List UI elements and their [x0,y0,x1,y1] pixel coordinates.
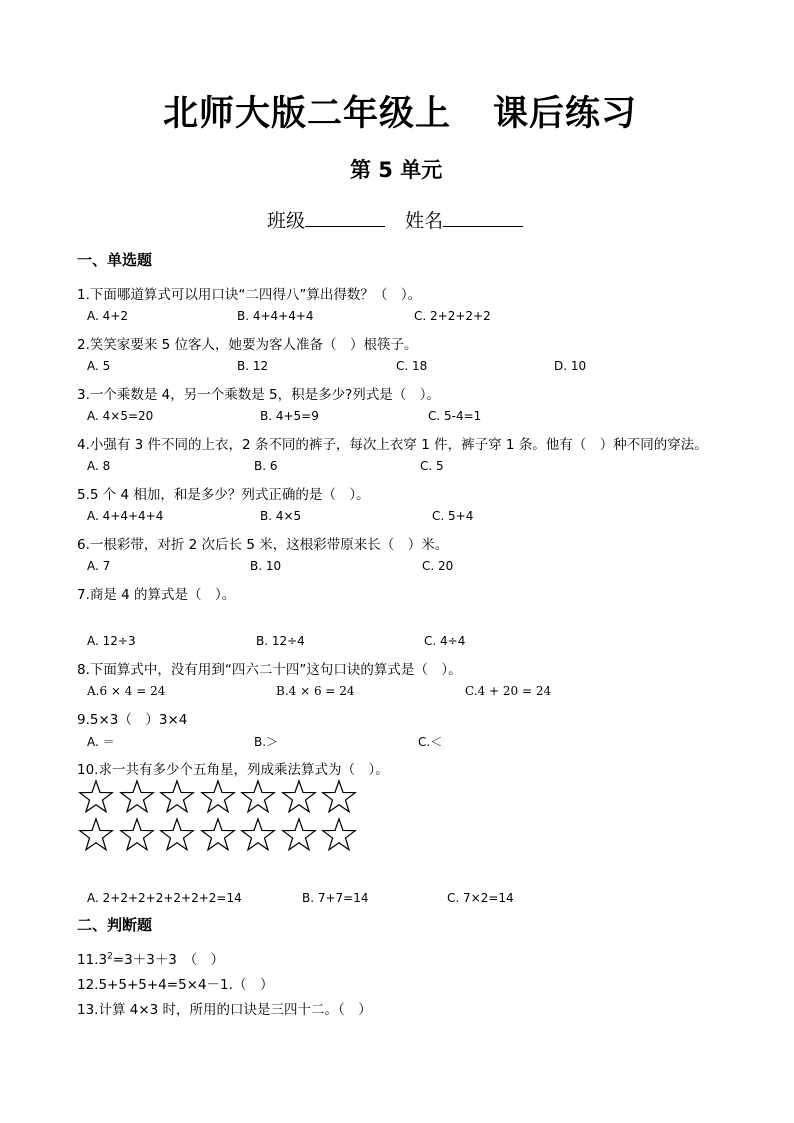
star-icon [78,779,114,815]
star-icon [78,817,114,853]
q7-option-c[interactable]: C. 4÷4 [424,634,466,648]
q10-option-b[interactable]: B. 7+7=14 [302,891,369,905]
q11-superscript: 2 [107,951,113,962]
q10-option-c[interactable]: C. 7×2=14 [447,891,514,905]
q10-option-a[interactable]: A. 2+2+2+2+2+2+2=14 [87,891,242,905]
question-8: 8.下面算式中，没有用到“四六二十四”这句口诀的算式是（ ）。 [77,662,462,678]
q4-option-b[interactable]: B. 6 [254,459,278,473]
question-9: 9.5×3（ ）3×4 [77,712,188,728]
q8-option-b[interactable]: B.4 × 6 = 24 [276,684,355,698]
q6-option-b[interactable]: B. 10 [250,559,282,573]
q4-option-c[interactable]: C. 5 [420,459,444,473]
star-icon [159,817,195,853]
q2-option-c[interactable]: C. 18 [396,359,428,373]
section1-heading: 一、单选题 [77,251,153,269]
question-7: 7.商是 4 的算式是（ ）。 [77,587,236,603]
question-12: 12.5+5+5+4=5×4－1.（ ） [77,977,274,993]
star-icon [281,817,317,853]
title-left: 北师大版二年级上 [163,94,452,134]
q1-option-a[interactable]: A. 4+2 [87,309,128,323]
class-blank[interactable] [305,208,385,227]
q5-option-c[interactable]: C. 5+4 [432,509,474,523]
q3-option-c[interactable]: C. 5-4=1 [428,409,482,423]
star-icon [200,779,236,815]
question-10: 10.求一共有多少个五角星，列成乘法算式为（ ）。 [77,762,389,778]
q6-option-a[interactable]: A. 7 [87,559,111,573]
question-13: 13.计算 4×3 时，所用的口诀是三四十二。（ ） [77,1002,372,1018]
unit-title: 第 5 单元 [350,158,443,182]
star-icon [281,779,317,815]
class-label: 班级 [267,210,306,232]
star-icon [200,817,236,853]
title-right: 课后练习 [493,94,638,134]
q9-option-c[interactable]: C.＜ [418,735,443,749]
q8-option-a[interactable]: A.6 × 4 = 24 [87,684,166,698]
q4-option-a[interactable]: A. 8 [87,459,111,473]
q9-option-b[interactable]: B.＞ [254,735,279,749]
star-icon [321,779,357,815]
q5-option-a[interactable]: A. 4+4+4+4 [87,509,164,523]
star-icon [159,779,195,815]
question-2: 2.笑笑家要来 5 位客人，她要为客人准备（ ）根筷子。 [77,337,418,353]
q11-pre: 11.3 [77,952,108,968]
question-5: 5.5 个 4 相加，和是多少？列式正确的是（ ）。 [77,487,370,503]
question-3: 3.一个乘数是 4，另一个乘数是 5，积是多少?列式是（ ）。 [77,387,441,403]
question-4: 4.小强有 3 件不同的上衣，2 条不同的裤子，每次上衣穿 1 件，裤子穿 1 条。他有（ ）种不同的穿法。 [77,437,708,453]
star-icon [119,817,155,853]
class-name-fields [267,206,537,233]
q7-option-a[interactable]: A. 12÷3 [87,634,136,648]
q2-option-d[interactable]: D. 10 [554,359,587,373]
name-blank[interactable] [443,208,523,227]
q9-option-a[interactable]: A. ＝ [87,735,115,749]
q3-option-a[interactable]: A. 4×5=20 [87,409,154,423]
question-6: 6.一根彩带，对折 2 次后长 5 米，这根彩带原来长（ ）米。 [77,537,449,553]
q3-option-b[interactable]: B. 4+5=9 [260,409,319,423]
q1-option-c[interactable]: C. 2+2+2+2 [414,309,491,323]
star-icon [119,779,155,815]
q1-option-b[interactable]: B. 4+4+4+4 [237,309,314,323]
star-icon [240,817,276,853]
q8-option-c[interactable]: C.4 + 20 = 24 [465,684,552,698]
section2-heading: 二、判断题 [77,916,153,934]
q2-option-b[interactable]: B. 12 [237,359,269,373]
q6-option-c[interactable]: C. 20 [422,559,454,573]
q2-option-a[interactable]: A. 5 [87,359,111,373]
q7-option-b[interactable]: B. 12÷4 [256,634,305,648]
question-11 [77,948,224,968]
star-icon [321,817,357,853]
q11-post: =3＋3＋3 （ ） [112,952,225,968]
star-icon [240,779,276,815]
q5-option-b[interactable]: B. 4×5 [260,509,302,523]
question-1: 1.下面哪道算式可以用口诀“二四得八”算出得数？（ ）。 [77,287,422,303]
name-label: 姓名 [405,210,444,232]
